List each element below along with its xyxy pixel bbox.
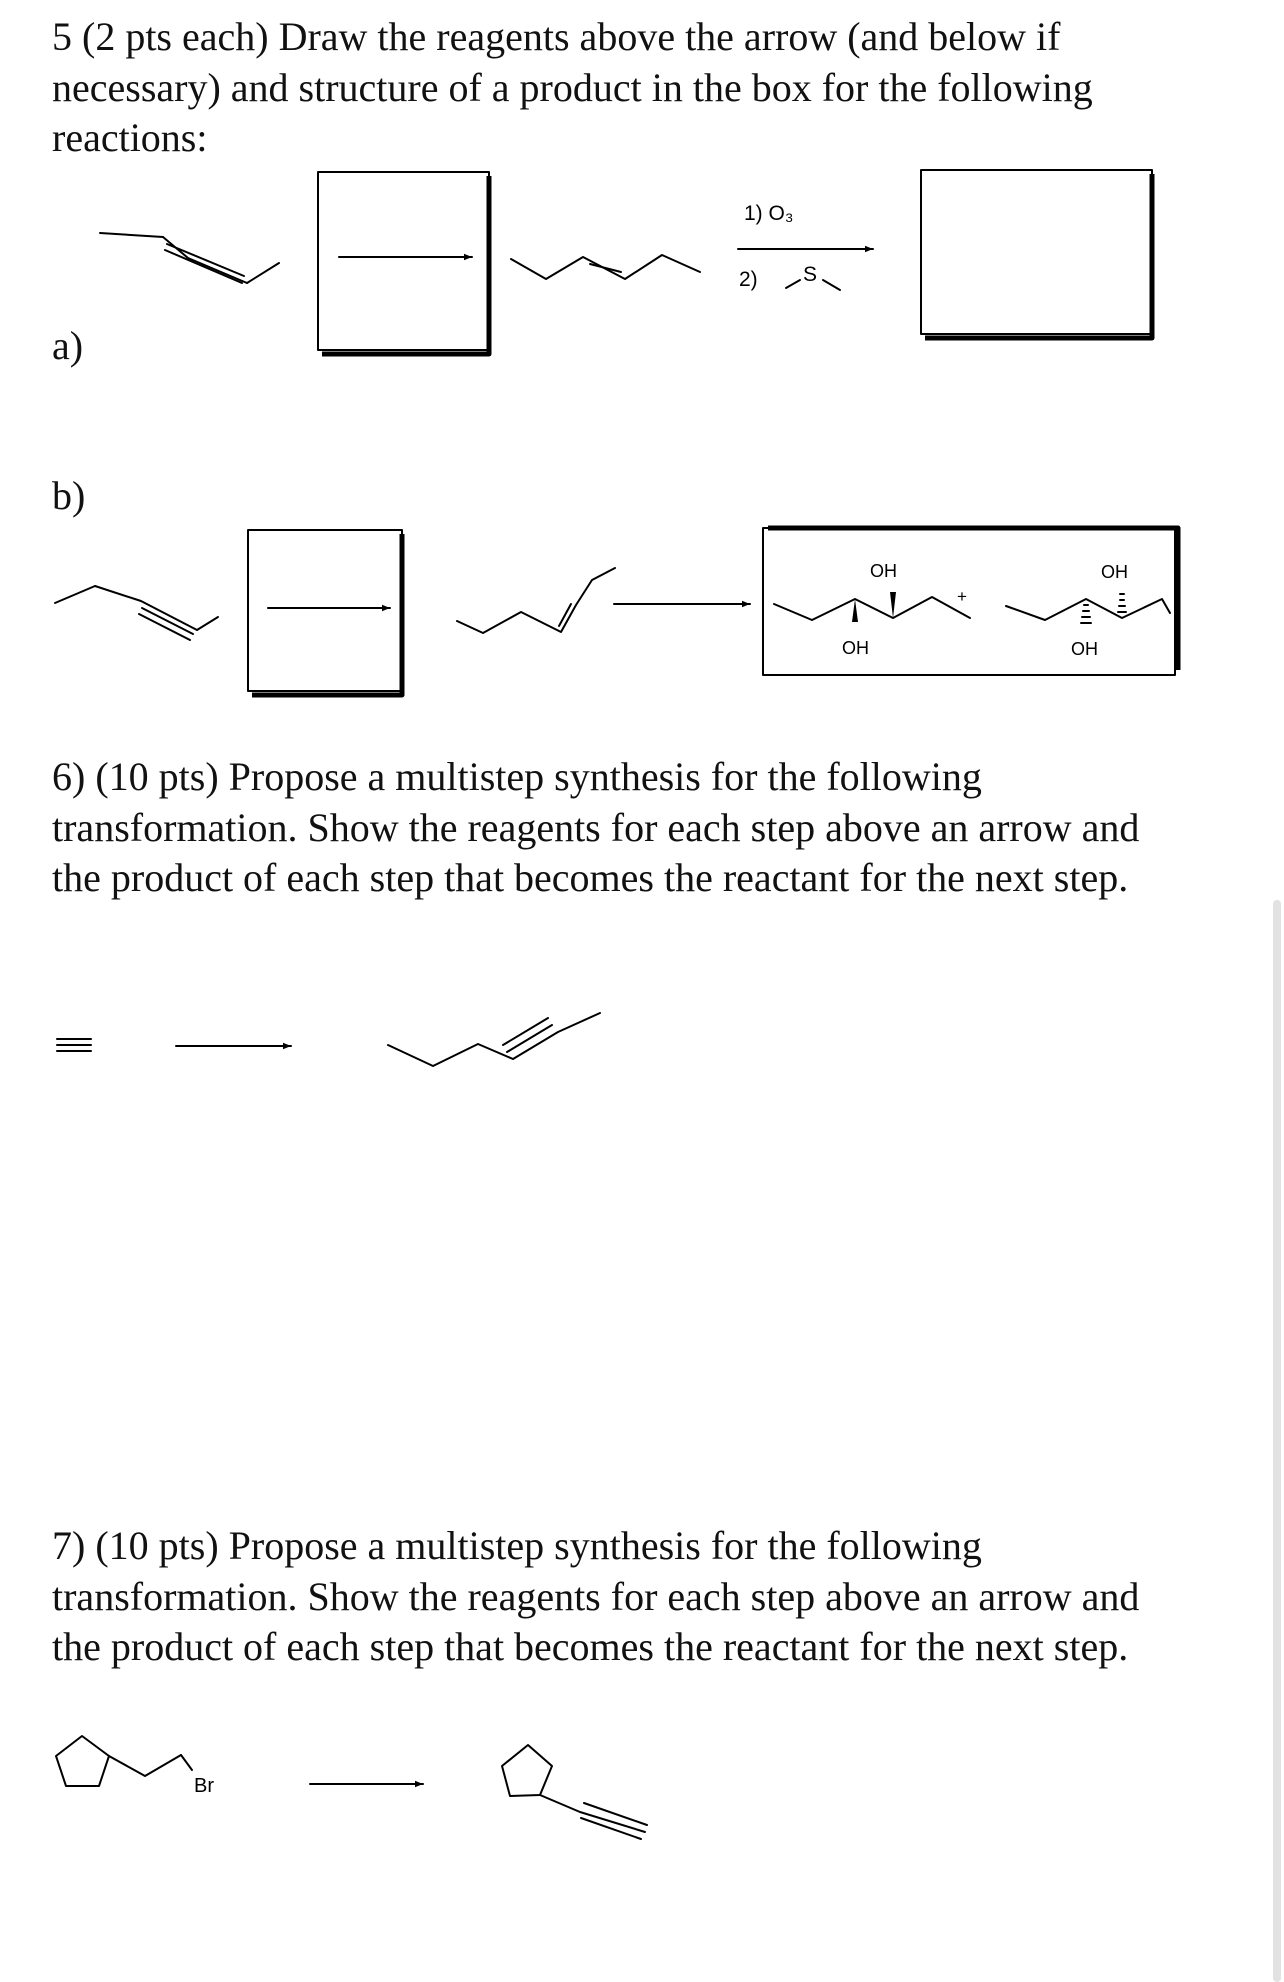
question-5-text: 5 (2 pts each) Draw the reagents above the arrow (and below if necessary) and structure of a product in the box for the following reactions: <box>52 14 1093 160</box>
product-6-internal-alkyne <box>388 1013 600 1066</box>
product-7-terminal-alkyne <box>502 1745 647 1839</box>
answer-box-5a-product[interactable] <box>921 170 1152 338</box>
question-6-text: 6) (10 pts) Propose a multistep synthesis for the following transformation. Show the reagents for each step above an arrow and the product of each step that becomes the reactant for the next step. <box>52 754 1140 900</box>
part-b-label: b) <box>52 473 86 518</box>
reactant-7-bromide <box>56 1736 192 1786</box>
alkene-5a <box>511 255 700 279</box>
reactant-5a-alkyne <box>100 233 279 283</box>
sulfur-atom-label: S <box>803 263 818 286</box>
reagent-5a-step-1: 1) O₃ <box>744 202 794 225</box>
oh-label-p2-top: OH <box>1101 562 1128 582</box>
alkene-5b-cis <box>457 568 615 633</box>
part-a-label: a) <box>52 323 84 368</box>
reagent-5a-step-2: 2) <box>739 268 758 291</box>
answer-box-5a-reagents[interactable] <box>318 172 489 354</box>
bromine-label: Br <box>194 1775 214 1797</box>
oh-label-p2-bottom: OH <box>1071 639 1098 659</box>
question-7-text: 7) (10 pts) Propose a multistep synthesis for the following transformation. Show the reagents for each step above an arrow and the product of each step that becomes the reactant for the next step. <box>52 1523 1140 1669</box>
reactant-6-acetylene <box>57 1039 91 1051</box>
answer-box-5b-reagents[interactable] <box>248 530 402 695</box>
reactant-5b-alkyne <box>55 586 218 640</box>
scrollbar[interactable] <box>1273 900 1281 1982</box>
oh-label-p1-bottom: OH <box>842 638 869 658</box>
oh-label-p1-top: OH <box>870 561 897 581</box>
plus-sign: + <box>957 587 967 606</box>
product-box-5b <box>763 528 1178 675</box>
